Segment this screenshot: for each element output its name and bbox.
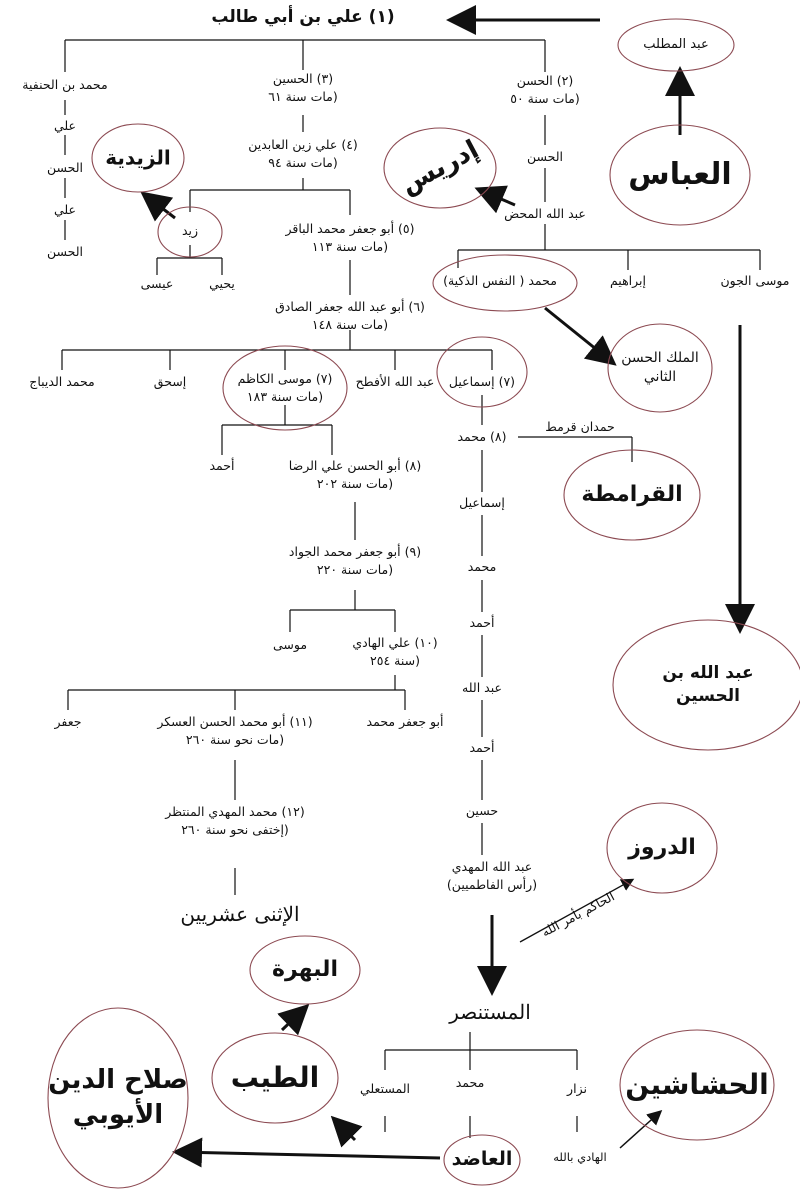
node-kazim: (٧) موسى الكاظم (مات سنة ١٨٣ [237,371,333,404]
node-musa-jawn: موسى الجون [720,273,790,288]
node-muhammad-dibaj: محمد الديباج [29,374,95,389]
circle-qaramita: القرامطة [581,482,683,508]
node-mustansir: المستنصر [449,1000,531,1024]
node-isa: عيسى [140,276,174,291]
node-hanafiya: محمد بن الحنفية [22,77,108,92]
node-ishaq: إسحق [153,374,187,389]
hasan-line-abdallah-mahd: عبد الله المحض [504,206,586,221]
node-zayd: زيد [181,223,199,238]
node-abdallah-aftah: عبد الله الأفطح [355,374,435,389]
ismaili-line-6: أحمد [469,740,495,755]
node-rida: (٨) أبو الحسن علي الرضا (مات سنة ٢٠٢ [288,458,422,491]
node-zayn-al-abidin: (٤) علي زين العابدين (مات سنة ٩٤ [248,137,358,170]
hanafiya-line-4: الحسن [46,244,84,259]
node-jawad: (٩) أبو جعفر محمد الجواد (مات سنة ٢٢٠ [288,544,422,577]
node-husayn: (٣) الحسين (مات سنة ٦١ [268,71,338,104]
label-ithna-ashariyya: الإثنى عشريين [180,902,300,926]
circle-hasan-ii: الملك الحسن الثاني [621,350,699,385]
hanafiya-line-1: علي [53,118,77,133]
node-jafar: جعفر [54,714,82,729]
circle-salah-al-din: صلاح الدين الأيوبي [48,1064,188,1130]
ismaili-line-2: إسماعيل [459,495,505,510]
node-musa: موسى [272,637,308,652]
circle-abd-muttalib: عبد المطلب [643,37,709,53]
node-ismail: (٧) إسماعيل [448,374,516,389]
ismaili-line-5: عبد الله [462,680,502,695]
circle-zaydiyya: الزيدية [105,145,171,170]
node-ibrahim: إبراهيم [609,273,647,288]
node-fatimid-mahdi: عبد الله المهدي (رأس الفاطميين) [446,859,538,892]
circle-tayyib: الطيب [230,1061,320,1095]
node-baqir: (٥) أبو جعفر محمد الباقر (مات سنة ١١٣ [285,221,415,254]
node-nafs-zakiyya: محمد ( النفس الذكية) [443,273,557,288]
node-hasan: (٢) الحسن (مات سنة ٥٠ [510,73,580,106]
tree-lines [62,40,760,1138]
circle-abbas: العباس [628,156,732,192]
node-muhammad-mustansir-son: محمد [455,1075,485,1090]
ismaili-line-1: (٨) محمد [457,429,507,444]
node-ahmad: أحمد [209,458,235,473]
ismaili-line-4: أحمد [469,615,495,630]
node-yahya: يحيي [209,276,235,291]
node-askari: (١١) أبو محمد الحسن العسكر (مات نحو سنة ٢٦٠ [157,714,313,747]
node-sadiq: (٦) أبو عبد الله جعفر الصادق (مات سنة ١٤٨ [275,299,425,332]
node-abu-jafar-muhammad: أبو جعفر محمد [366,714,444,729]
node-mustali: المستعلي [359,1081,411,1096]
root-ali: (١) علي بن أبي طالب [211,7,395,27]
ismaili-line-3: محمد [467,559,497,574]
ismaili-line-7: حسين [465,803,499,818]
circle-hashashin: الحشاشين [625,1068,769,1102]
circle-bohra: البهرة [272,957,338,983]
hasan-line-hasan: الحسن [526,149,564,164]
circle-idris: إدريس [395,134,484,201]
circle-abdallah-husayn: عبد الله بن الحسين [662,663,754,706]
hanafiya-line-3: علي [53,202,77,217]
hakim-label: الحاكم بأمر الله [538,888,617,940]
hanafiya-line-2: الحسن [46,160,84,175]
circle-adid: العاضد [451,1148,513,1171]
circle-druze: الدروز [628,835,696,861]
node-hadi-billah: الهادي بالله [553,1150,607,1164]
node-hadi: (١٠) علي الهادي (سنة ٢٥٤ [352,635,438,668]
node-mahdi-muntazar: (١٢) محمد المهدي المنتظر (إختفى نحو سنة ٢٦٠ [165,804,305,837]
node-hamdan-qarmat: حمدان قرمط [545,419,615,434]
node-nizar: نزار [567,1081,587,1096]
